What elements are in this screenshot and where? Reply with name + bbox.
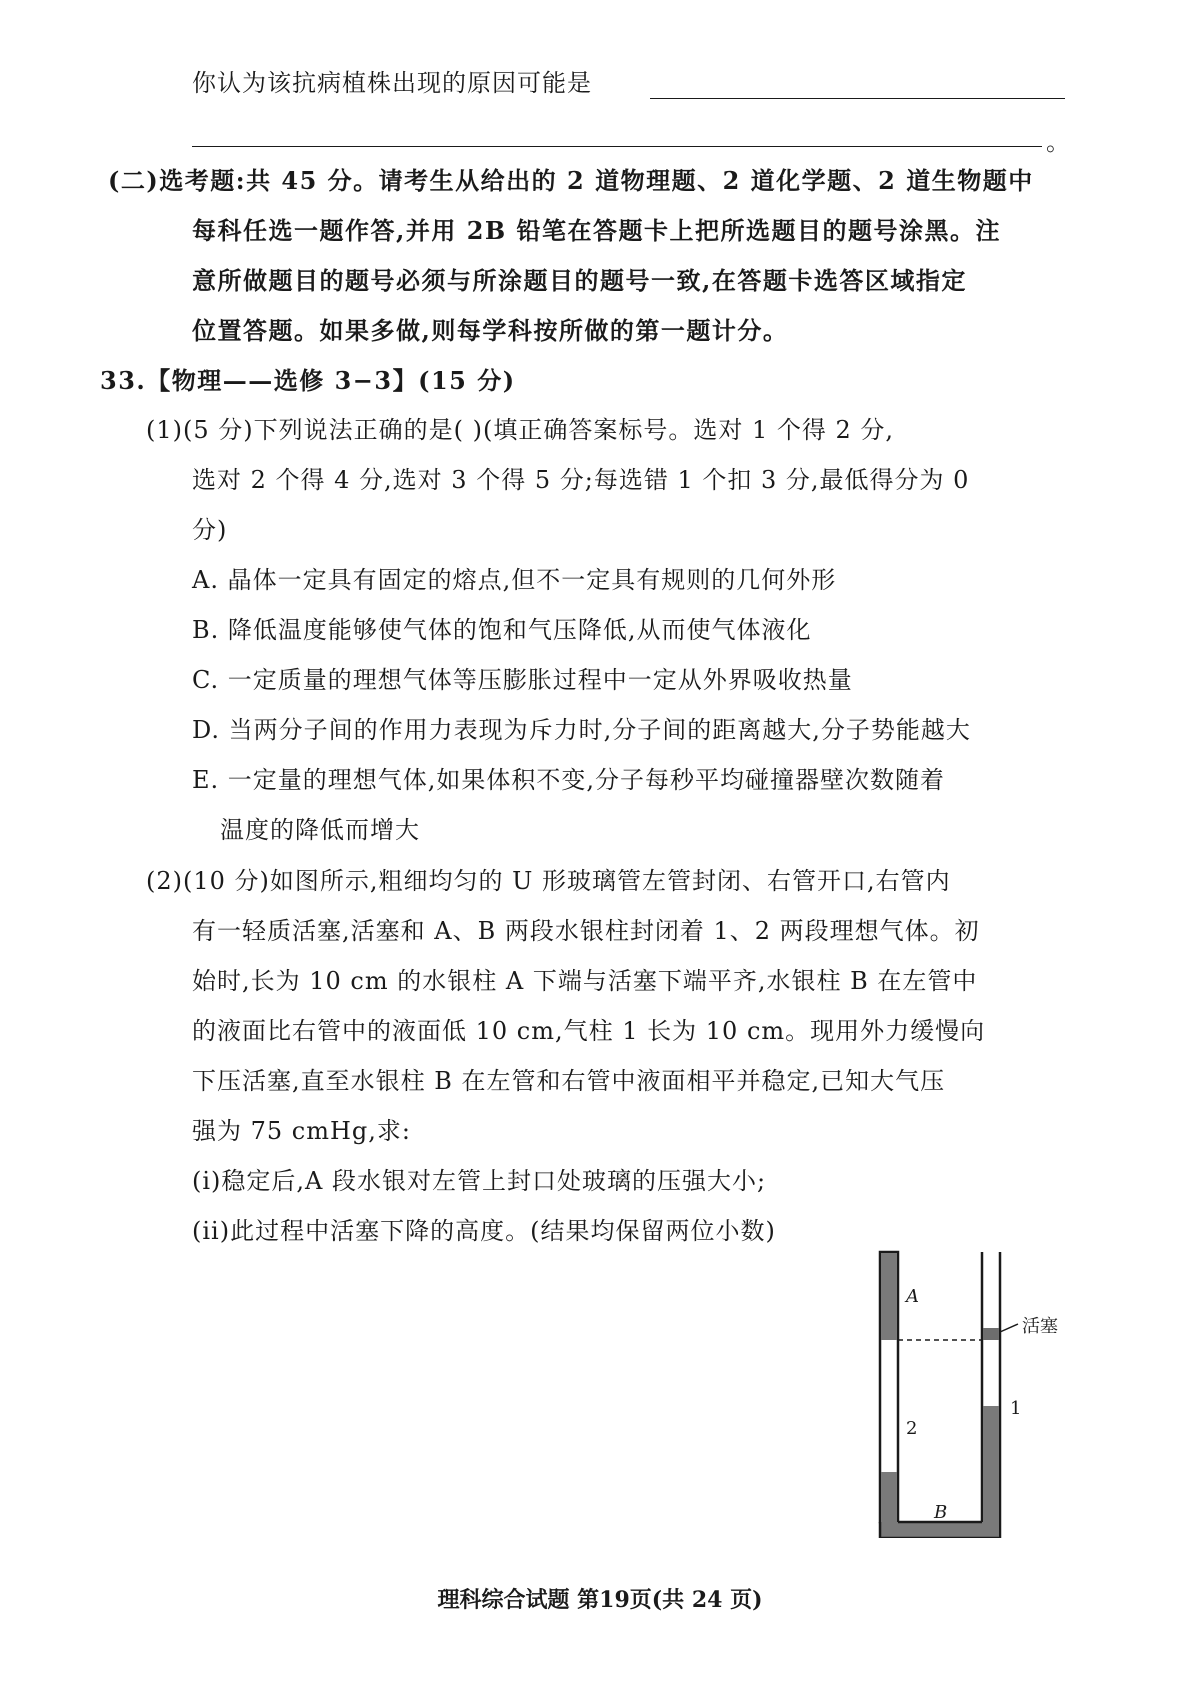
answer-blank bbox=[650, 98, 1065, 99]
sub-question-i: (i)稳定后,A 段水银对左管上封口处玻璃的压强大小; bbox=[192, 1167, 767, 1195]
option-e: E. 一定量的理想气体,如果体积不变,分子每秒平均碰撞器壁次数随着 bbox=[192, 766, 946, 794]
option-b: B. 降低温度能够使气体的饱和气压降低,从而使气体液化 bbox=[192, 616, 812, 644]
mercury-column-b-bottom bbox=[881, 1522, 999, 1537]
mercury-column-b-right bbox=[983, 1406, 999, 1537]
option-a: A. 晶体一定具有固定的熔点,但不一定具有规则的几何外形 bbox=[192, 566, 837, 594]
end-period: 。 bbox=[1046, 128, 1070, 156]
answer-blank bbox=[192, 146, 1042, 147]
section-instruction-line: 每科任选一题作答,并用 2B 铅笔在答题卡上把所选题目的题号涂黑。注 bbox=[192, 216, 1002, 245]
mercury-column-b-left bbox=[881, 1472, 897, 1522]
mercury-column-a bbox=[881, 1253, 897, 1340]
section-instruction-line: (二)选考题:共 45 分。请考生从给出的 2 道物理题、2 道化学题、2 道生物题中 bbox=[108, 166, 1034, 195]
sub-question-ii: (ii)此过程中活塞下降的高度。(结果均保留两位小数) bbox=[192, 1217, 776, 1245]
part2-line: 强为 75 cmHg,求: bbox=[192, 1117, 412, 1145]
label-a: A bbox=[906, 1286, 919, 1307]
question-line: 你认为该抗病植株出现的原因可能是 bbox=[192, 69, 592, 97]
part2-line: 有一轻质活塞,活塞和 A、B 两段水银柱封闭着 1、2 两段理想气体。初 bbox=[192, 917, 980, 945]
section-instruction-line: 位置答题。如果多做,则每学科按所做的第一题计分。 bbox=[192, 316, 789, 345]
part2-line: 的液面比右管中的液面低 10 cm,气柱 1 长为 10 cm。现用外力缓慢向 bbox=[192, 1017, 986, 1045]
part2-line: (2)(10 分)如图所示,粗细均匀的 U 形玻璃管左管封闭、右管开口,右管内 bbox=[146, 867, 951, 895]
option-e-continued: 温度的降低而增大 bbox=[220, 816, 420, 844]
part1-line: (1)(5 分)下列说法正确的是( )(填正确答案标号。选对 1 个得 2 分, bbox=[146, 416, 895, 444]
part2-line: 下压活塞,直至水银柱 B 在左管和右管中液面相平并稳定,已知大气压 bbox=[192, 1067, 946, 1095]
piston bbox=[983, 1328, 999, 1340]
part1-line: 分) bbox=[192, 516, 228, 544]
part1-line: 选对 2 个得 4 分,选对 3 个得 5 分;每选错 1 个扣 3 分,最低得分为 0 bbox=[192, 466, 970, 494]
piston-leader-line bbox=[1000, 1324, 1018, 1332]
u-tube-figure bbox=[868, 1238, 1108, 1538]
section-instruction-line: 意所做题目的题号必须与所涂题目的题号一致,在答题卡选答区域指定 bbox=[192, 266, 967, 295]
page-footer: 理科综合试题 第19页(共 24 页) bbox=[437, 1587, 763, 1613]
option-c: C. 一定质量的理想气体等压膨胀过程中一定从外界吸收热量 bbox=[192, 666, 853, 694]
option-d: D. 当两分子间的作用力表现为斥力时,分子间的距离越大,分子势能越大 bbox=[192, 716, 971, 744]
label-piston: 活塞 bbox=[1022, 1316, 1058, 1337]
question-title: 33.【物理——选修 3−3】(15 分) bbox=[100, 366, 516, 395]
label-gas-2: 2 bbox=[906, 1418, 918, 1439]
part2-line: 始时,长为 10 cm 的水银柱 A 下端与活塞下端平齐,水银柱 B 在左管中 bbox=[192, 967, 978, 995]
label-gas-1: 1 bbox=[1010, 1398, 1022, 1419]
label-b: B bbox=[934, 1502, 948, 1523]
